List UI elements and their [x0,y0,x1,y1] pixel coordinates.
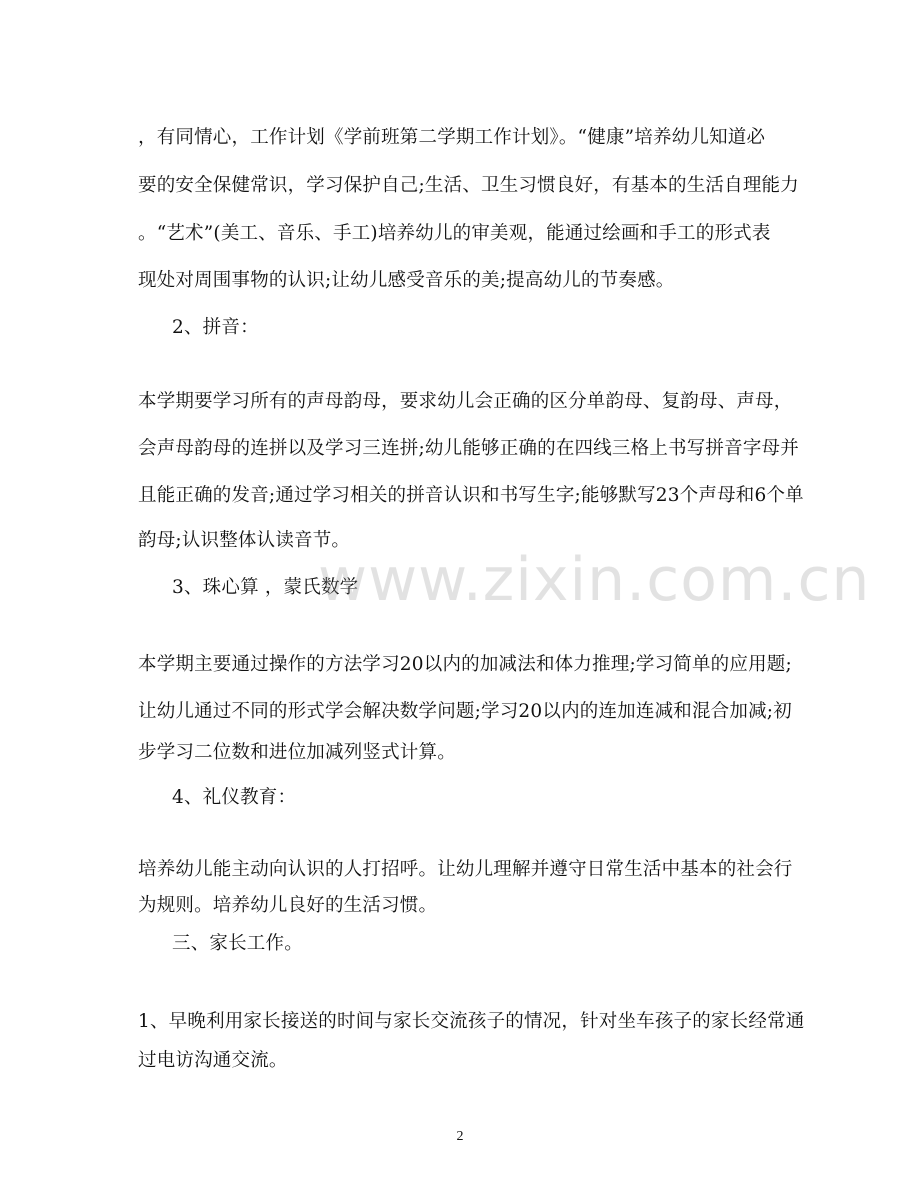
paragraph-line: 。“艺术”(美工、音乐、手工)培养幼儿的审美观，能通过绘画和手工的形式表 [138,223,771,244]
paragraph-line: 会声母韵母的连拼以及学习三连拼;幼儿能够正确的在四线三格上书写拼音字母并 [138,438,799,459]
paragraph-line: 过电访沟通交流。 [138,1050,288,1071]
paragraph-line: 让幼儿通过不同的形式学会解决数学问题;学习20以内的连加连减和混合加减;初 [138,701,792,722]
paragraph-line: 本学期要学习所有的声母韵母，要求幼儿会正确的区分单韵母、复韵母、声母， [138,391,793,412]
paragraph-line: 韵母;认识整体认读音节。 [138,530,351,551]
section-heading: 4、礼仪教育： [172,787,297,808]
page-number: 2 [456,1129,464,1144]
paragraph-line: 步学习二位数和进位加减列竖式计算。 [138,742,456,763]
section-heading: 2、拼音： [172,317,259,338]
watermark: www.zixin.com.cn [318,545,871,615]
paragraph-line: 要的安全保健常识，学习保护自己;生活、卫生习惯良好，有基本的生活自理能力 [138,175,799,196]
paragraph-line: 为规则。培养幼儿良好的生活习惯。 [138,895,438,916]
paragraph-line: 且能正确的发音;通过学习相关的拼音认识和书写生字;能够默写23个声母和6个单 [138,485,804,506]
paragraph-line: 现处对周围事物的认识;让幼儿感受音乐的美;提高幼儿的节奏感。 [138,270,675,291]
section-heading: 3、珠心算 ，蒙氏数学 [172,577,359,598]
paragraph-line: ，有同情心，工作计划《学前班第二学期工作计划》。“健康”培养幼儿知道必 [138,127,766,148]
paragraph-line: 1、早晚利用家长接送的时间与家长交流孩子的情况，针对坐车孩子的家长经常通 [138,1011,805,1032]
paragraph-line: 培养幼儿能主动向认识的人打招呼。让幼儿理解并遵守日常生活中基本的社会行 [138,859,793,880]
paragraph-line: 本学期主要通过操作的方法学习20以内的加减法和体力推理;学习简单的应用题; [138,654,792,675]
section-heading: 三、家长工作。 [172,933,303,954]
